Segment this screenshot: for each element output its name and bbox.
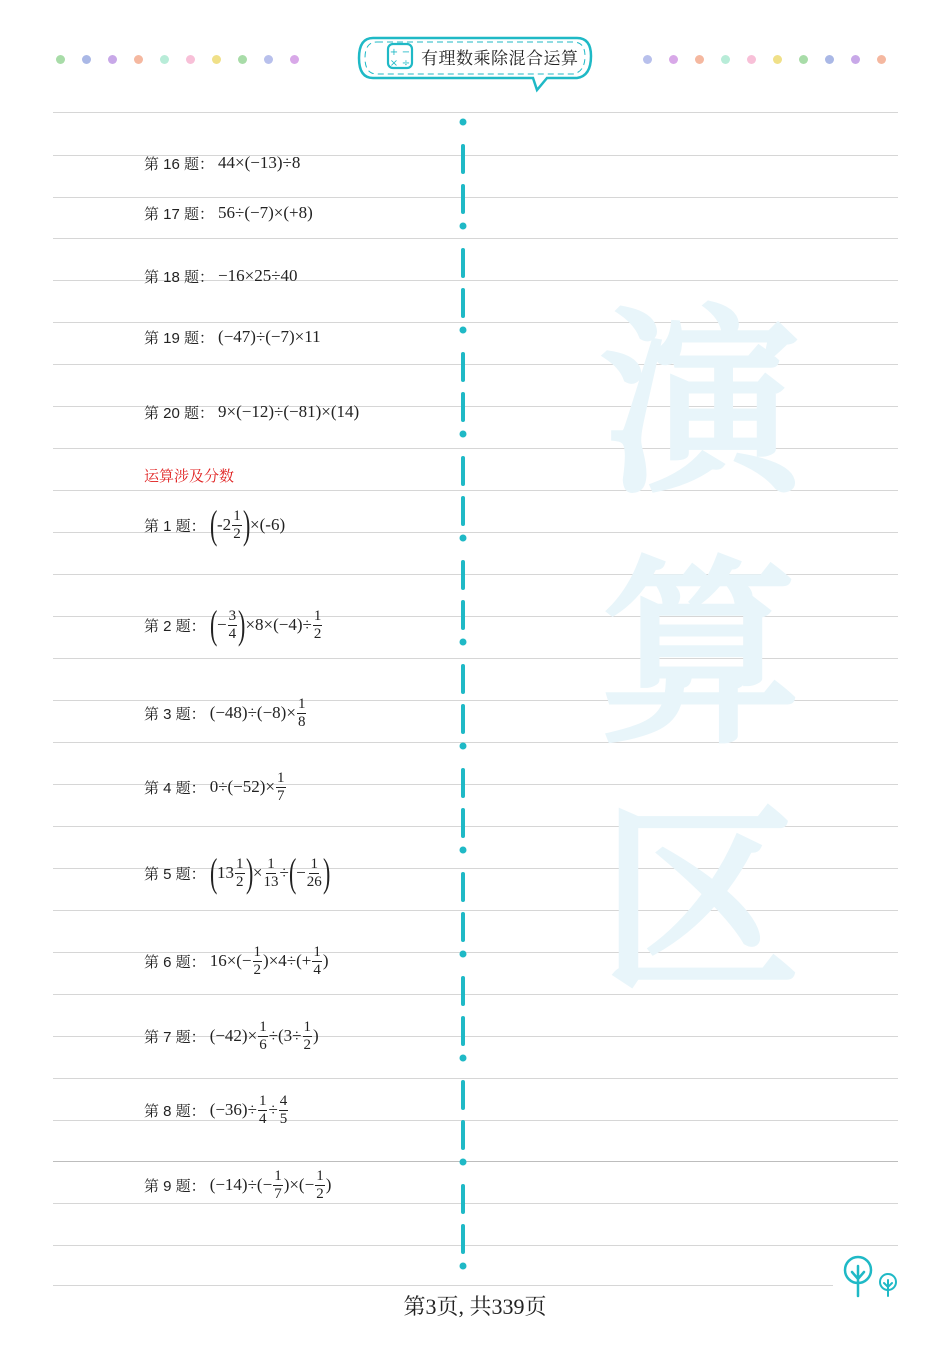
decorative-dots-right [643, 55, 903, 64]
divider-dot [460, 119, 467, 126]
fraction-problem-3 [144, 683, 307, 743]
fraction-problem-6 [144, 931, 329, 991]
decorative-dot [695, 55, 704, 64]
divider-dash [461, 872, 465, 902]
ruled-line [53, 112, 898, 113]
page-number-text: 第3页, 共339页 [403, 1294, 547, 1319]
divider-dash [461, 352, 465, 382]
decorative-dot [186, 55, 195, 64]
divider-dash [461, 560, 465, 590]
divider-dash [461, 768, 465, 798]
page-footer [0, 1290, 950, 1321]
watermark-char-2: 算 [600, 539, 801, 772]
problem-19 [144, 307, 321, 367]
divider-dash [461, 184, 465, 214]
divider-dash [461, 1080, 465, 1110]
calculator-icon [386, 42, 414, 70]
divider-dash [461, 392, 465, 422]
decorative-dot [773, 55, 782, 64]
decorative-dot [238, 55, 247, 64]
fraction-problem-5 [144, 843, 330, 903]
decorative-dot [56, 55, 65, 64]
problem-expression: ( 13 $\frac{1}{2}$ ) × $\frac{1}{13}$ ÷ ( − $\frac{1}{26}$ ) [209, 850, 331, 895]
problem-expression: (−48)÷(−8)× $\frac{1}{8}$ [209, 695, 306, 730]
problem-expression: (−36)÷ $\frac{1}{4}$ ÷ $\frac{4}{5}$ [209, 1092, 288, 1127]
svg-text:×: × [389, 58, 399, 69]
section-title: 运算涉及分数 [144, 468, 235, 485]
divider-dash [461, 1120, 465, 1150]
problem-expression: 56÷(−7)×(+8) [218, 203, 313, 222]
fraction-problem-1 [144, 495, 285, 555]
divider-dash [461, 1184, 465, 1214]
watermark-char-1: 演 [600, 289, 801, 522]
problem-label: 第 7 题： [144, 1028, 206, 1046]
problem-17 [144, 183, 313, 243]
problem-label: 第 16 题： [144, 155, 215, 173]
fraction-problem-8 [144, 1080, 289, 1140]
problem-label: 第 1 题： [144, 517, 206, 535]
divider-dash [461, 808, 465, 838]
center-divider [458, 115, 468, 1285]
divider-dot [460, 847, 467, 854]
divider-dash [461, 600, 465, 630]
ruled-line [53, 1245, 898, 1246]
problem-expression: (−42)× $\frac{1}{6}$ ÷(3÷ $\frac{1}{2}$ ) [209, 1018, 319, 1053]
problem-expression: 9×(−12)÷(−81)×(14) [218, 402, 360, 421]
divider-dash [461, 496, 465, 526]
problem-label: 第 17 题： [144, 205, 215, 223]
problem-expression: 0÷(−52)× $\frac{1}{7}$ [209, 769, 285, 804]
watermark-char-3: 区 [600, 786, 801, 1019]
problem-label: 第 19 题： [144, 329, 215, 347]
divider-dot [460, 1159, 467, 1166]
divider-dash [461, 1016, 465, 1046]
decorative-dots-left [56, 55, 316, 64]
problem-expression: 44×(−13)÷8 [218, 153, 301, 172]
ruled-line [53, 1078, 898, 1079]
problem-expression: ( − $\frac{3}{4}$ ) ×8×(−4)÷ $\frac{1}{2}$ [209, 602, 322, 647]
problem-label: 第 4 题： [144, 779, 206, 797]
problem-18 [144, 246, 298, 306]
svg-text:−: − [401, 47, 411, 58]
problem-label: 第 18 题： [144, 268, 215, 286]
decorative-dot [747, 55, 756, 64]
decorative-dot [108, 55, 117, 64]
problem-label: 第 6 题： [144, 953, 206, 971]
divider-dot [460, 639, 467, 646]
fraction-problem-9 [144, 1155, 331, 1215]
divider-dash [461, 144, 465, 174]
divider-dot [460, 535, 467, 542]
problem-20 [144, 382, 359, 442]
problem-expression: −16×25÷40 [218, 266, 298, 285]
decorative-dot [721, 55, 730, 64]
decorative-dot [290, 55, 299, 64]
decorative-dot [825, 55, 834, 64]
svg-text:÷: ÷ [401, 58, 411, 69]
divider-dot [460, 327, 467, 334]
problem-expression: (−47)÷(−7)×11 [218, 327, 321, 346]
problem-expression: 16×(− $\frac{1}{2}$ )×4÷(+ $\frac{1}{4}$ ) [209, 943, 329, 978]
problem-label: 第 8 题： [144, 1102, 206, 1120]
decorative-dot [799, 55, 808, 64]
problem-label: 第 3 题： [144, 705, 206, 723]
problem-label: 第 9 题： [144, 1177, 206, 1195]
decorative-dot [851, 55, 860, 64]
decorative-dot [643, 55, 652, 64]
divider-dot [460, 431, 467, 438]
decorative-dot [212, 55, 221, 64]
problem-label: 第 20 题： [144, 404, 215, 422]
divider-dot [460, 951, 467, 958]
svg-text:+: + [389, 47, 399, 58]
decorative-dot [669, 55, 678, 64]
ruled-line [53, 1285, 833, 1286]
problem-expression: ( -2 $\frac{1}{2}$ ) × ( -6 ) [209, 502, 286, 547]
divider-dash [461, 1224, 465, 1254]
problem-label: 第 2 题： [144, 617, 206, 635]
decorative-dot [264, 55, 273, 64]
problem-label: 第 5 题： [144, 865, 206, 883]
decorative-dot [134, 55, 143, 64]
fraction-problem-2 [144, 595, 323, 655]
divider-dash [461, 912, 465, 942]
fraction-problem-4 [144, 757, 287, 817]
decorative-dot [877, 55, 886, 64]
problem-expression: (−14)÷(− $\frac{1}{7}$ )×(− $\frac{1}{2}$ ) [209, 1167, 332, 1202]
divider-dash [461, 456, 465, 486]
divider-dash [461, 664, 465, 694]
divider-dash [461, 288, 465, 318]
divider-dash [461, 976, 465, 1006]
fraction-problem-7 [144, 1006, 319, 1066]
divider-dash [461, 248, 465, 278]
divider-dot [460, 743, 467, 750]
divider-dot [460, 1263, 467, 1270]
divider-dot [460, 223, 467, 230]
divider-dot [460, 1055, 467, 1062]
decorative-dot [82, 55, 91, 64]
page-title: 有理数乘除混合运算 [421, 49, 579, 68]
decorative-dot [160, 55, 169, 64]
divider-dash [461, 704, 465, 734]
